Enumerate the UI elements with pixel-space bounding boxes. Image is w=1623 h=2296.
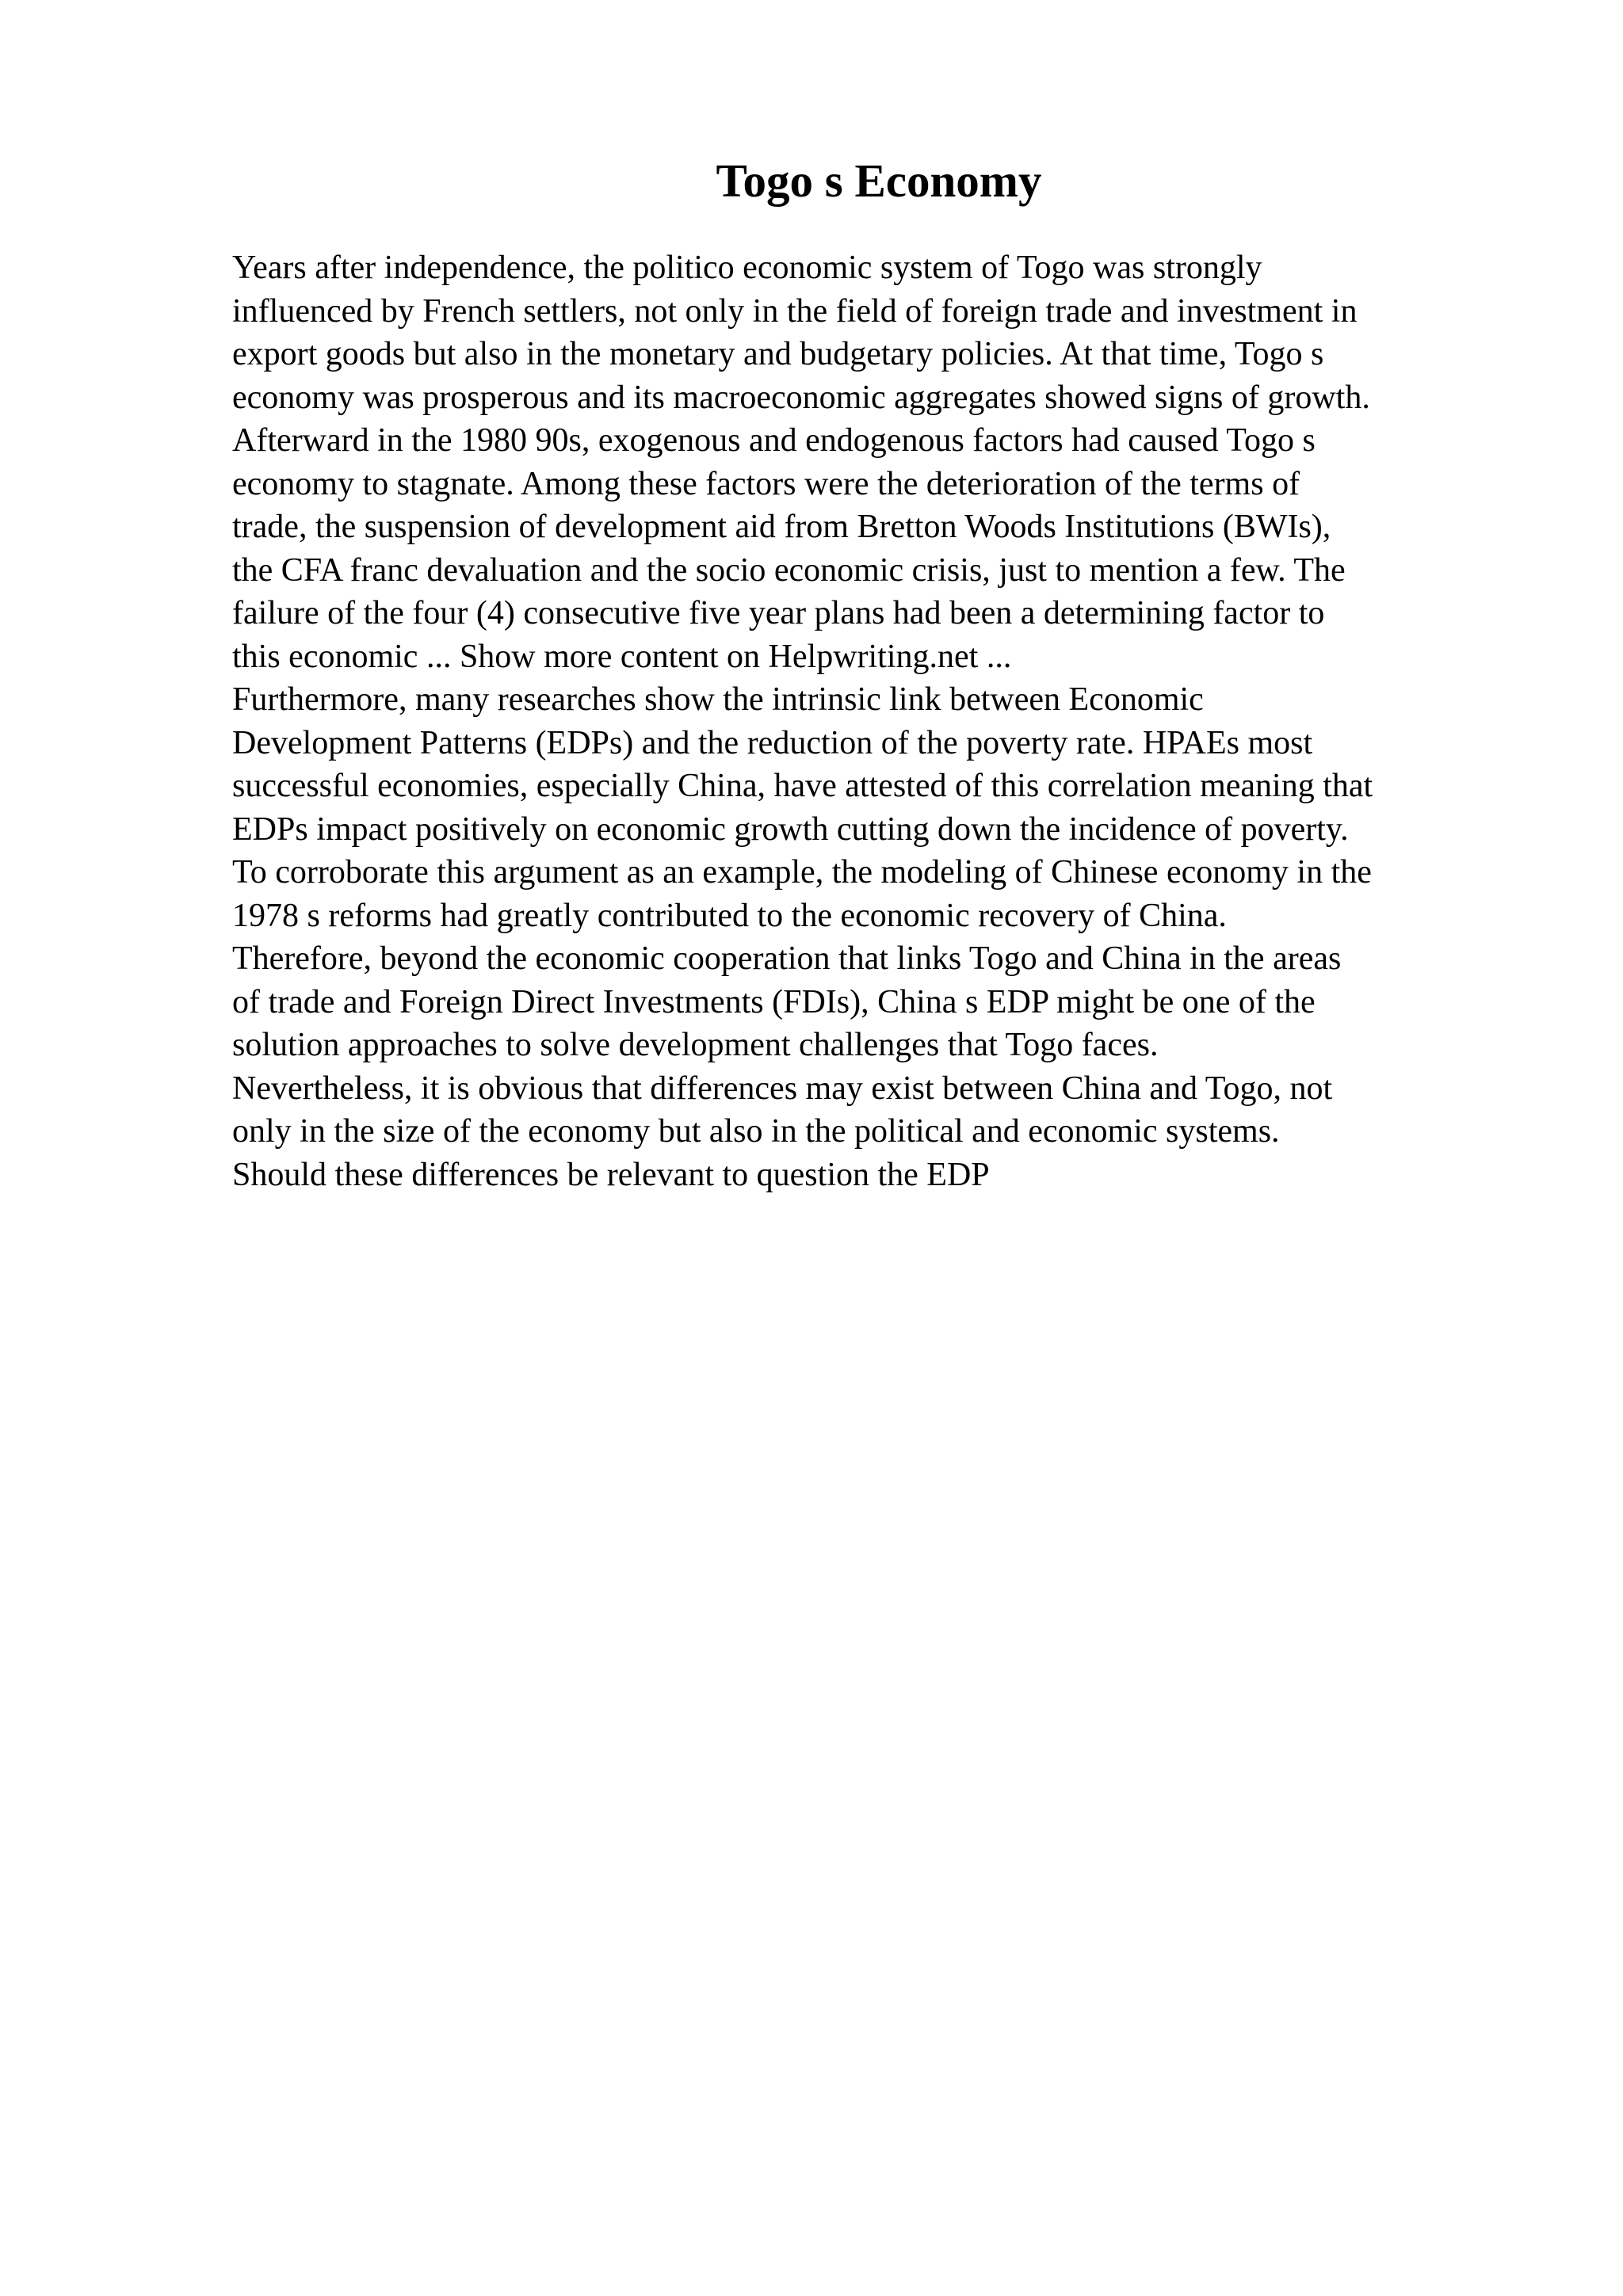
text-line: successful economies, especially China, have attested of this correlation meaning that bbox=[232, 768, 1373, 804]
text-line: economy was prosperous and its macroeconomic aggregates showed signs of growth. bbox=[232, 379, 1370, 416]
text-line: influenced by French settlers, not only in the field of foreign trade and investment in bbox=[232, 292, 1358, 330]
document-title: Togo s Economy bbox=[716, 154, 1042, 207]
text-line: export goods but also in the monetary and budgetary policies. At that time, Togo s bbox=[232, 336, 1324, 372]
text-line: failure of the four (4) consecutive five year plans had been a determining factor to bbox=[232, 595, 1325, 631]
text-line: EDPs impact positively on economic growth cutting down the incidence of poverty. bbox=[232, 810, 1349, 848]
text-line: Nevertheless, it is obvious that differences may exist between China and Togo, not bbox=[232, 1070, 1333, 1107]
text-line: Furthermore, many researches show the intrinsic link between Economic bbox=[232, 681, 1204, 718]
text-line: Should these differences be relevant to question the EDP bbox=[232, 1156, 990, 1193]
text-line: the CFA franc devaluation and the socio economic crisis, just to mention a few. The bbox=[232, 551, 1346, 589]
text-line: Years after independence, the politico economic system of Togo was strongly bbox=[232, 250, 1262, 286]
text-line: Afterward in the 1980 90s, exogenous and endogenous factors had caused Togo s bbox=[232, 422, 1316, 459]
text-line: economy to stagnate. Among these factors were the deterioration of the terms of bbox=[232, 465, 1300, 502]
text-line: solution approaches to solve development challenges that Togo faces. bbox=[232, 1027, 1159, 1063]
text-line: only in the size of the economy but also in the political and economic systems. bbox=[232, 1113, 1280, 1150]
text-line: of trade and Foreign Direct Investments (FDIs), China s EDP might be one of the bbox=[232, 983, 1316, 1020]
text-line: 1978 s reforms had greatly contributed to the economic recovery of China. bbox=[232, 897, 1227, 934]
text-line: this economic ... Show more content on Helpwriting.net ... bbox=[232, 638, 1012, 675]
text-line: trade, the suspension of development aid from Bretton Woods Institutions (BWIs), bbox=[232, 509, 1331, 545]
text-line: Therefore, beyond the economic cooperation that links Togo and China in the areas bbox=[232, 940, 1342, 977]
text-line: Development Patterns (EDPs) and the reduction of the poverty rate. HPAEs most bbox=[232, 724, 1313, 761]
document-body bbox=[232, 246, 1595, 1196]
text-line: To corroborate this argument as an example, the modeling of Chinese economy in the bbox=[232, 854, 1372, 891]
